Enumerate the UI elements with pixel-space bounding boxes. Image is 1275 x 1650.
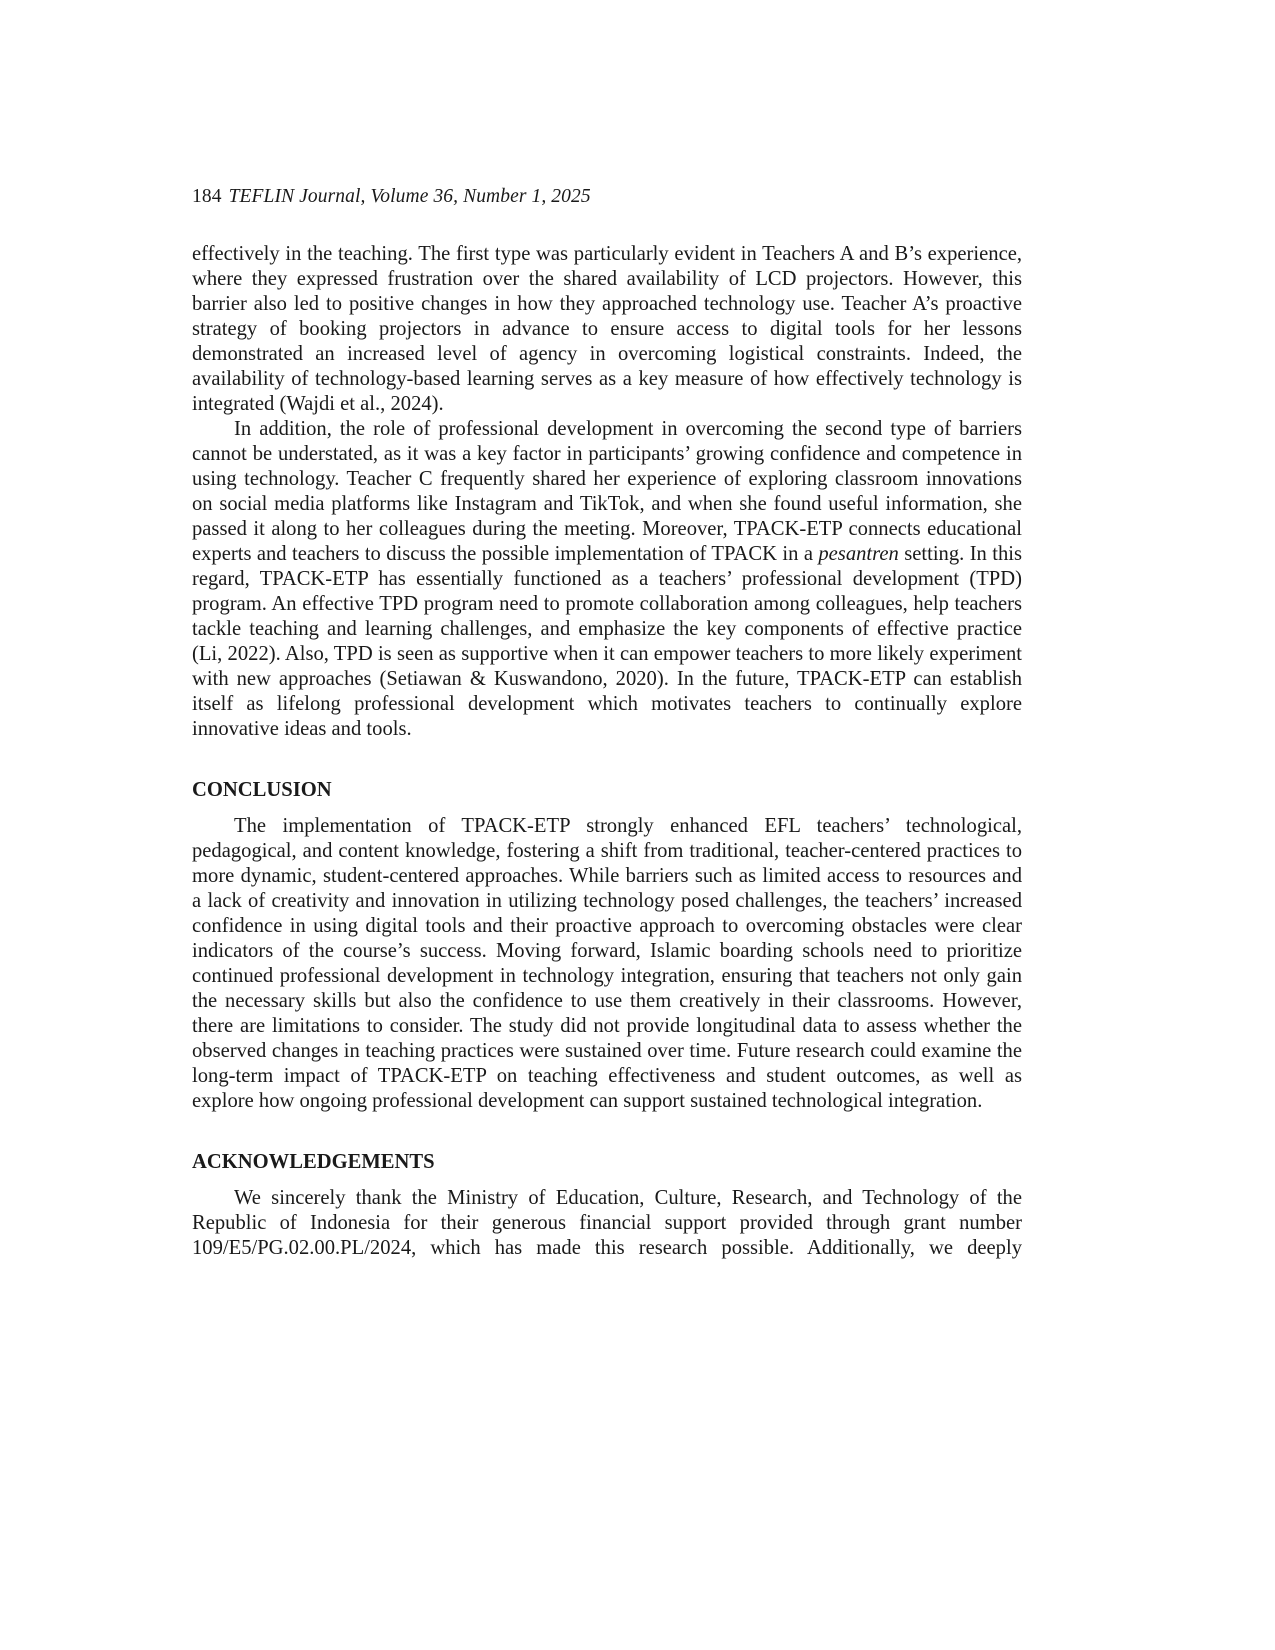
page-number: 184 <box>192 186 222 207</box>
journal-page <box>192 184 1022 1261</box>
italic-term: pesantren <box>818 543 899 565</box>
body-paragraph-continued: effectively in the teaching. The first type was particularly evident in Teachers A and B’s experience, where they expressed frustration over the shared availability of LCD projectors. However, this barrier also led to positive changes in how they approached technology use. Teacher A’s proactive strategy of booking projectors in advance to ensure access to digital tools for her lessons demonstrated an increased level of agency in overcoming logistical constraints. Indeed, the availability of technology-based learning serves as a key measure of how effectively technology is integrated (Wajdi et al., 2024). <box>192 243 1022 415</box>
paragraph-text: In addition, the role of professional development in overcoming the second type of barriers cannot be understated, as it was a key factor in participants’ growing confidence and competence in using technology. Teacher C frequently shared her experience of exploring classroom innovations on social media platforms like Instagram and TikTok, and when she found useful information, she passed it along to her colleagues during the meeting. Moreover, TPACK-ETP connects educational experts and teachers to discuss the possible implementation of TPACK in a <box>192 418 1022 565</box>
conclusion-paragraph: The implementation of TPACK-ETP strongly enhanced EFL teachers’ technological, pedagogical, and content knowledge, fostering a shift from traditional, teacher-centered practices to more dynamic, student-centered approaches. While barriers such as limited access to resources and a lack of creativity and innovation in utilizing technology posed challenges, the teachers’ increased confidence in using digital tools and their proactive approach to overcoming obstacles were clear indicators of the course’s success. Moving forward, Islamic boarding schools need to prioritize continued professional development in technology integration, ensuring that teachers not only gain the necessary skills but also the confidence to use them creatively in their classrooms. However, there are limitations to consider. The study did not provide longitudinal data to assess whether the observed changes in teaching practices were sustained over time. Future research could examine the long-term impact of TPACK-ETP on teaching effectiveness and student outcomes, as well as explore how ongoing professional development can support sustained technological integration. <box>192 815 1022 1112</box>
running-header <box>192 184 1022 210</box>
section-heading-conclusion: CONCLUSION <box>192 779 332 801</box>
section-heading-acknowledgements: ACKNOWLEDGEMENTS <box>192 1151 435 1173</box>
paragraph-text: setting. In this regard, TPACK-ETP has essentially functioned as a teachers’ professional development (TPD) program. An effective TPD program need to promote collaboration among colleagues, help teachers tackle teaching and learning challenges, and emphasize the key components of effective practice (Li, 2022). Also, TPD is seen as supportive when it can empower teachers to more likely experiment with new approaches (Setiawan & Kuswandono, 2020). In the future, TPACK-ETP can establish itself as lifelong professional development which motivates teachers to continually explore innovative ideas and tools. <box>192 543 1022 740</box>
journal-citation: TEFLIN Journal, Volume 36, Number 1, 2025 <box>228 186 591 207</box>
body-paragraph-professional-development <box>192 417 1022 742</box>
acknowledgements-paragraph: We sincerely thank the Ministry of Education, Culture, Research, and Technology of the Republic of Indonesia for their generous financial support provided through grant number 109/E5/PG.02.00.PL/2024, which has made this research possible. Additionally, we deeply <box>192 1187 1022 1259</box>
